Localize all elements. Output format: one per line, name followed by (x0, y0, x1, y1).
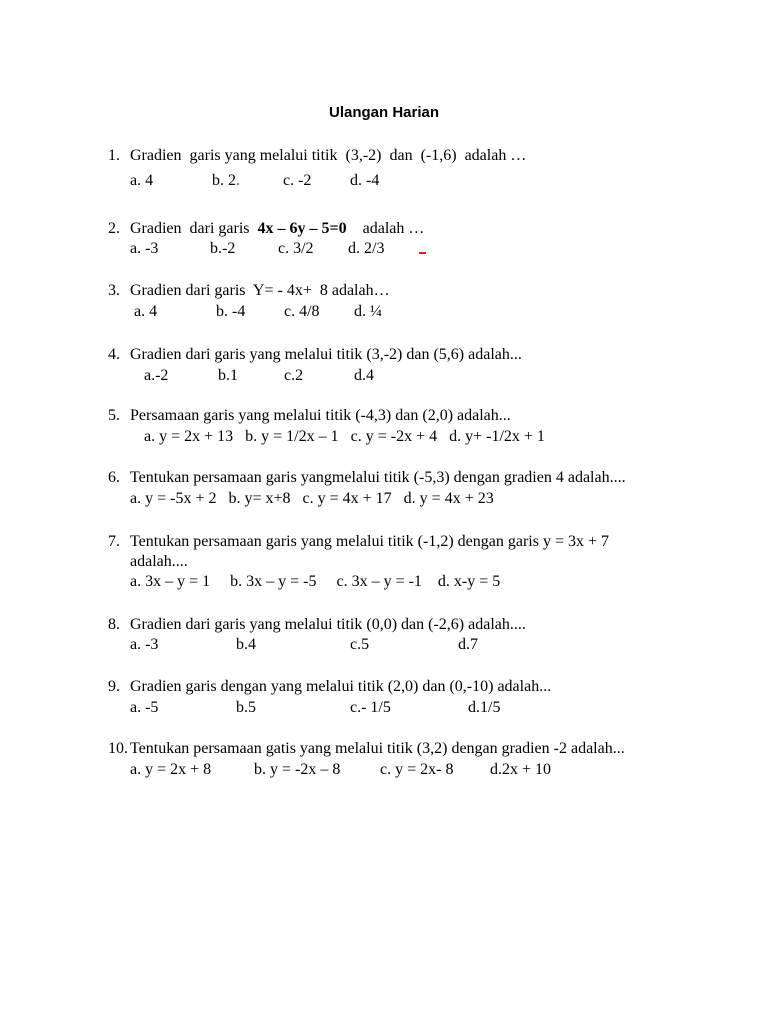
option-a: a. 4 (130, 172, 154, 189)
options-line: a. y = 2x + 13 b. y = 1/2x – 1 c. y = -2x + 4 d. y+ -1/2x + 1 (144, 428, 545, 445)
option-c: c. -2 (283, 172, 312, 189)
option-d: d. 2/3 (348, 240, 385, 257)
option-b: b.1 (218, 367, 238, 384)
question-text: Tentukan persamaan garis yang melalui titik (-1,2) dengan garis y = 3x + 7 (130, 533, 610, 550)
question-number: 2. (108, 220, 120, 237)
question-text: Gradien garis yang melalui titik (3,-2) dan (-1,6) adalah … (130, 147, 527, 164)
question-text-continued: adalah.... (130, 553, 188, 570)
question-text-post: adalah … (346, 220, 425, 237)
option-b: b.-2 (210, 240, 236, 257)
red-mark: . (236, 172, 240, 189)
question-number: 3. (108, 282, 120, 299)
option-d: d.7 (458, 636, 478, 653)
question-text: Gradien garis dengan yang melalui titik (2,0) dan (0,-10) adalah... (130, 678, 552, 695)
red-underline-mark (419, 252, 426, 254)
option-d: d. -4 (350, 172, 380, 189)
question-number: 8. (108, 616, 120, 633)
option-d: d.2x + 10 (490, 761, 552, 778)
question-text: Gradien dari garis yang melalui titik (3,-2) dan (5,6) adalah... (130, 346, 522, 363)
question-number: 6. (108, 469, 120, 486)
option-c: c. 3/2 (278, 240, 314, 257)
options-line: a. y = -5x + 2 b. y= x+8 c. y = 4x + 17 d. y = 4x + 23 (130, 490, 494, 507)
option-a: a.-2 (144, 367, 169, 384)
question-text: Tentukan persamaan gatis yang melalui titik (3,2) dengan gradien -2 adalah... (130, 740, 625, 757)
option-b: b.5 (236, 699, 256, 716)
question-number: 10. (108, 740, 128, 757)
option-c: c. 4/8 (284, 303, 320, 320)
option-b-text: b. 2 (212, 172, 236, 189)
option-a: a. 4 (134, 303, 158, 320)
option-a: a. y = 2x + 8 (130, 761, 212, 778)
option-a: a. -3 (130, 240, 159, 257)
question-text: Tentukan persamaan garis yangmelalui titik (-5,3) dengan gradien 4 adalah.... (130, 469, 626, 486)
option-b (212, 170, 240, 191)
option-a: a. -5 (130, 699, 159, 716)
option-d: d. ¼ (354, 303, 382, 320)
option-b: b. -4 (216, 303, 246, 320)
question-text (130, 218, 424, 239)
options-line: a. 3x – y = 1 b. 3x – y = -5 c. 3x – y = -1 d. x-y = 5 (130, 573, 501, 590)
option-a: a. -3 (130, 636, 159, 653)
option-d: d.4 (354, 367, 374, 384)
question-equation: 4x – 6y – 5=0 (257, 220, 347, 237)
option-c: c. y = 2x- 8 (380, 761, 454, 778)
question-number: 5. (108, 407, 120, 424)
question-number: 1. (108, 147, 120, 164)
option-c: c.- 1/5 (350, 699, 391, 716)
question-text: Gradien dari garis Y= - 4x+ 8 adalah… (130, 282, 390, 299)
option-b: b.4 (236, 636, 256, 653)
option-d: d.1/5 (468, 699, 501, 716)
question-number: 7. (108, 533, 120, 550)
question-text-pre: Gradien dari garis (130, 220, 258, 237)
question-text: Persamaan garis yang melalui titik (-4,3) dan (2,0) adalah... (130, 407, 511, 424)
option-b: b. y = -2x – 8 (254, 761, 341, 778)
option-c: c.5 (350, 636, 370, 653)
question-number: 4. (108, 346, 120, 363)
option-c: c.2 (284, 367, 304, 384)
question-text: Gradien dari garis yang melalui titik (0,0) dan (-2,6) adalah.... (130, 616, 526, 633)
question-number: 9. (108, 678, 120, 695)
page-title: Ulangan Harian (328, 104, 440, 121)
